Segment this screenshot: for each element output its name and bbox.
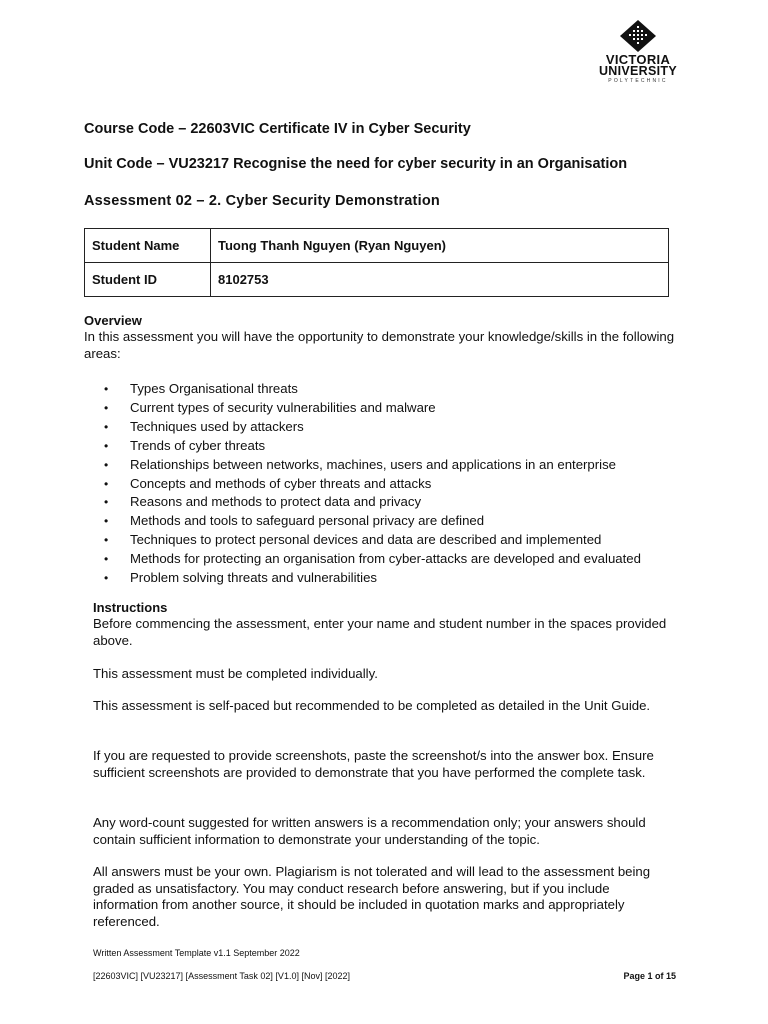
bullet-icon: • — [104, 495, 109, 510]
student-id-label: Student ID — [85, 263, 211, 297]
list-item: • Trends of cyber threats — [84, 437, 694, 456]
university-logo — [598, 20, 678, 84]
instruction-paragraph: This assessment must be completed individually. — [93, 666, 378, 681]
table-row — [85, 229, 669, 263]
instruction-paragraph: If you are requested to provide screenshots, paste the screenshot/s into the answer box. Ensure sufficient screenshots are provided to demonstrate that you have performed the complete task. — [93, 748, 654, 780]
list-item: • Methods for protecting an organisation from cyber-attacks are developed and evaluated — [84, 550, 694, 569]
assessment-heading: Assessment 02 – 2. Cyber Security Demonstration — [84, 193, 440, 209]
bullet-icon: • — [104, 457, 109, 472]
bullet-icon: • — [104, 419, 109, 434]
student-id-value[interactable]: 8102753 — [211, 263, 669, 297]
list-item: • Problem solving threats and vulnerabilities — [84, 569, 694, 588]
bullet-icon: • — [104, 476, 109, 491]
footer-template-version: Written Assessment Template v1.1 September 2022 — [93, 948, 300, 958]
bullet-icon: • — [104, 400, 109, 415]
student-name-value[interactable]: Tuong Thanh Nguyen (Ryan Nguyen) — [211, 229, 669, 263]
bullet-icon: • — [104, 438, 109, 453]
table-row — [85, 263, 669, 297]
bullet-icon: • — [104, 382, 109, 396]
list-item: • Current types of security vulnerabilities and malware — [84, 399, 694, 418]
list-item: • Reasons and methods to protect data and privacy — [84, 493, 694, 512]
instructions-heading: Instructions — [93, 600, 168, 615]
list-item: • Techniques to protect personal devices and data are described and implemented — [84, 531, 694, 550]
list-item: • Types Organisational threats — [84, 380, 694, 399]
list-item: • Methods and tools to safeguard personal privacy are defined — [84, 512, 694, 531]
student-info-table — [84, 228, 669, 297]
overview-intro: In this assessment you will have the opportunity to demonstrate your knowledge/skills in the following areas: — [84, 329, 675, 361]
bullet-icon: • — [104, 552, 109, 567]
instruction-paragraph: All answers must be your own. Plagiarism is not tolerated and will lead to the assessment being graded as unsatisfactory. You may conduct research before answering, but if you include information from another source, it should be included in quotation marks and appropriately referenced. — [93, 864, 651, 930]
instruction-paragraph: Any word-count suggested for written answers is a recommendation only; your answers should contain sufficient information to demonstrate your understanding of the topic. — [93, 815, 646, 847]
instruction-paragraph: Before commencing the assessment, enter your name and student number in the spaces provided above. — [93, 616, 667, 648]
bullet-icon: • — [104, 571, 109, 586]
footer-document-reference: [22603VIC] [VU23217] [Assessment Task 02] [V1.0] [Nov] [2022] — [93, 971, 350, 981]
list-item: • Concepts and methods of cyber threats and attacks — [84, 475, 694, 494]
unit-code-heading: Unit Code – VU23217 Recognise the need for cyber security in an Organisation — [84, 156, 628, 172]
logo-line-2: UNIVERSITY — [598, 64, 677, 78]
bullet-icon: • — [104, 533, 109, 548]
list-item: • Relationships between networks, machines, users and applications in an enterprise — [84, 456, 694, 475]
logo-line-3: POLYTECHNIC — [608, 78, 668, 84]
overview-list — [84, 380, 694, 588]
instruction-paragraph: This assessment is self-paced but recommended to be completed as detailed in the Unit Guide. — [93, 698, 651, 713]
logo-emblem-icon — [620, 20, 656, 52]
course-code-heading: Course Code – 22603VIC Certificate IV in Cyber Security — [84, 121, 471, 137]
logo-line-1: VICTORIA — [605, 52, 671, 67]
student-name-label: Student Name — [85, 229, 211, 263]
overview-heading: Overview — [84, 313, 142, 328]
page-number: Page 1 of 15 — [623, 971, 676, 981]
bullet-icon: • — [104, 514, 109, 529]
list-item: • Techniques used by attackers — [84, 418, 694, 437]
